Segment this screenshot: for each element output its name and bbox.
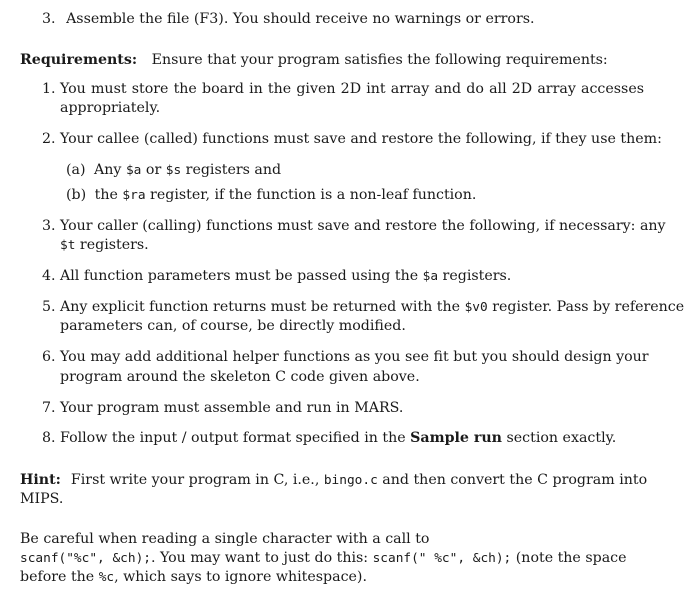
req-2b (66, 185, 476, 206)
req-8-number: 8. (42, 430, 56, 446)
careful-line2 (20, 548, 627, 569)
req-5-line1 (60, 297, 684, 318)
req-3-line1: Your caller (calling) functions must save and restore the following, if necessary: any (60, 218, 666, 234)
hint-text: and then convert the C program into (377, 472, 648, 488)
req-3-text: registers. (75, 237, 149, 253)
req-8-text: section exactly. (502, 430, 617, 446)
req-2-number: 2. (42, 131, 56, 147)
code-a-register: $a (422, 269, 439, 284)
code-ra-register: $ra (122, 188, 146, 203)
careful-line1: Be careful when reading a single character with a call to (20, 531, 430, 547)
requirements-paragraph (20, 50, 608, 70)
code-scanf-c: scanf("%c", &ch); (20, 551, 151, 566)
code-scanf-space-c: scanf(" %c", &ch); (372, 551, 512, 566)
req-5-text: Any explicit function returns must be returned with the (60, 299, 465, 315)
req-3-number: 3. (42, 218, 56, 234)
hint-label: Hint: (20, 472, 61, 488)
sub-text: registers and (181, 162, 282, 178)
req-5-number: 5. (42, 299, 56, 315)
requirements-heading: Requirements: (20, 52, 138, 68)
req-7-line1: Your program must assemble and run in MARS. (60, 400, 404, 416)
req-5-line2: parameters can, of course, be directly modified. (60, 318, 406, 334)
req-1-line1: You must store the board in the given 2D int array and do all 2D array accesses (60, 81, 644, 97)
req-7-number: 7. (42, 400, 56, 416)
requirements-intro: Ensure that your program satisfies the following requirements: (151, 52, 608, 68)
req-2a (66, 160, 281, 181)
req-6-line1: You may add additional helper functions as you see fit but you should design your (60, 349, 649, 365)
careful-text: , which says to ignore whitespace). (114, 569, 367, 585)
code-a-register: $a (125, 163, 142, 178)
sub-label: (b) (66, 187, 87, 203)
hint-paragraph-line1 (20, 470, 648, 491)
careful-text: before the (20, 569, 99, 585)
code-percent-c: %c (98, 570, 115, 585)
req-8-text: Follow the input / output format specified in the (60, 430, 411, 446)
req-4-text: registers. (438, 268, 512, 284)
req-2-line1: Your callee (called) functions must save and restore the following, if they use them: (60, 131, 662, 147)
code-s-register: $s (165, 163, 182, 178)
code-bingo-c: bingo.c (323, 473, 378, 488)
req-4-number: 4. (42, 268, 56, 284)
hint-text: First write your program in C, i.e., (70, 472, 324, 488)
sample-run-bold: Sample run (410, 430, 502, 446)
hint-line2: MIPS. (20, 491, 64, 507)
sub-text: or (141, 162, 166, 178)
item-number: 3. (42, 11, 56, 27)
code-t-register: $t (60, 238, 76, 253)
careful-text: . You may want to just do this: (150, 550, 373, 566)
req-8-line1 (60, 428, 616, 448)
item-3-assemble (42, 9, 535, 29)
sub-label: (a) (66, 162, 86, 178)
req-1-number: 1. (42, 81, 56, 97)
req-5-text: register. Pass by reference (487, 299, 685, 315)
req-6-line2: program around the skeleton C code given above. (60, 369, 420, 385)
sub-text: register, if the function is a non-leaf function. (145, 187, 477, 203)
req-6-number: 6. (42, 349, 56, 365)
req-4-line1 (60, 266, 511, 287)
careful-text: (note the space (511, 550, 627, 566)
careful-line3 (20, 567, 367, 588)
req-3-line2 (60, 235, 149, 256)
sub-text: the (94, 187, 123, 203)
code-v0-register: $v0 (464, 300, 488, 315)
req-4-text: All function parameters must be passed using the (60, 268, 423, 284)
item-text: Assemble the file (F3). You should receive no warnings or errors. (66, 11, 535, 27)
req-1-line2: appropriately. (60, 100, 161, 116)
sub-text: Any (94, 162, 126, 178)
